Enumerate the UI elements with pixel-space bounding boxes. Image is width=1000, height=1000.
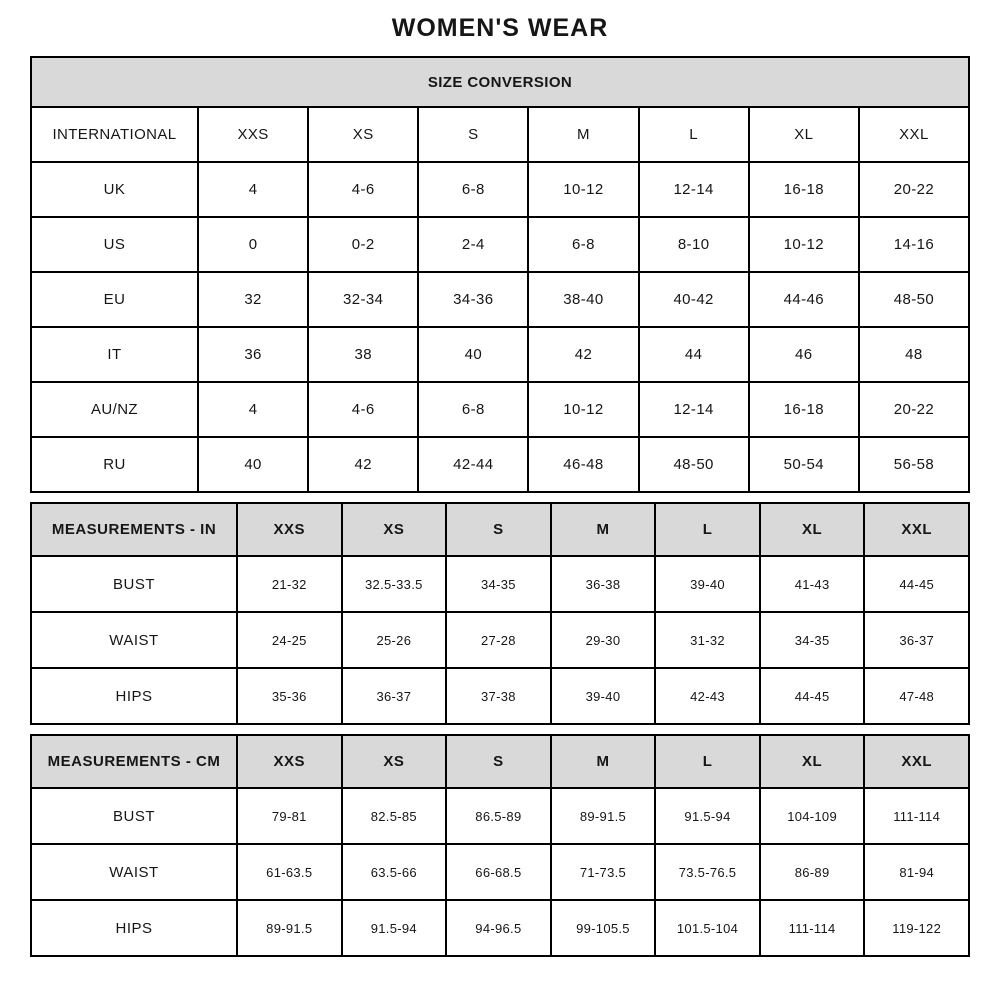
measurements-cm-header-cell: MEASUREMENTS - CM	[31, 735, 237, 788]
row-label-cell: UK	[31, 162, 198, 217]
value-cell: 86.5-89	[446, 788, 551, 844]
table-row	[31, 327, 969, 382]
value-cell: 31-32	[655, 612, 760, 668]
value-cell: 40	[418, 327, 528, 382]
value-cell: 36-38	[551, 556, 656, 612]
value-cell: 20-22	[859, 382, 969, 437]
value-cell: 91.5-94	[655, 788, 760, 844]
row-label-cell: HIPS	[31, 668, 237, 724]
value-cell: 0-2	[308, 217, 418, 272]
column-header-cell: L	[639, 107, 749, 162]
value-cell: 91.5-94	[342, 900, 447, 956]
value-cell: 21-32	[237, 556, 342, 612]
value-cell: 16-18	[749, 162, 859, 217]
value-cell: 46	[749, 327, 859, 382]
value-cell: 82.5-85	[342, 788, 447, 844]
value-cell: 16-18	[749, 382, 859, 437]
value-cell: 24-25	[237, 612, 342, 668]
value-cell: 39-40	[551, 668, 656, 724]
table-row	[31, 844, 969, 900]
value-cell: 111-114	[864, 788, 969, 844]
value-cell: 73.5-76.5	[655, 844, 760, 900]
value-cell: 34-35	[446, 556, 551, 612]
measurements-cm-table	[30, 734, 970, 957]
value-cell: 66-68.5	[446, 844, 551, 900]
value-cell: 27-28	[446, 612, 551, 668]
value-cell: 10-12	[528, 382, 638, 437]
table-row	[31, 900, 969, 956]
value-cell: 81-94	[864, 844, 969, 900]
column-header-cell: INTERNATIONAL	[31, 107, 198, 162]
value-cell: 8-10	[639, 217, 749, 272]
column-header-cell: XL	[749, 107, 859, 162]
value-cell: 44-45	[864, 556, 969, 612]
value-cell: 44-45	[760, 668, 865, 724]
value-cell: 40-42	[639, 272, 749, 327]
value-cell: 37-38	[446, 668, 551, 724]
value-cell: 48-50	[639, 437, 749, 492]
value-cell: 104-109	[760, 788, 865, 844]
row-label-cell: HIPS	[31, 900, 237, 956]
value-cell: 29-30	[551, 612, 656, 668]
measurements-in-header-cell: MEASUREMENTS - IN	[31, 503, 237, 556]
size-conversion-table	[30, 56, 970, 493]
size-header-cell: L	[655, 735, 760, 788]
size-header-cell: S	[446, 503, 551, 556]
value-cell: 94-96.5	[446, 900, 551, 956]
value-cell: 4	[198, 162, 308, 217]
value-cell: 36	[198, 327, 308, 382]
row-label-cell: US	[31, 217, 198, 272]
value-cell: 48	[859, 327, 969, 382]
value-cell: 48-50	[859, 272, 969, 327]
value-cell: 6-8	[528, 217, 638, 272]
value-cell: 38	[308, 327, 418, 382]
row-label-cell: WAIST	[31, 844, 237, 900]
value-cell: 4-6	[308, 382, 418, 437]
value-cell: 6-8	[418, 162, 528, 217]
value-cell: 36-37	[864, 612, 969, 668]
value-cell: 12-14	[639, 162, 749, 217]
size-header-cell: M	[551, 735, 656, 788]
value-cell: 32	[198, 272, 308, 327]
size-header-cell: XXS	[237, 503, 342, 556]
value-cell: 32.5-33.5	[342, 556, 447, 612]
value-cell: 20-22	[859, 162, 969, 217]
value-cell: 42-43	[655, 668, 760, 724]
value-cell: 101.5-104	[655, 900, 760, 956]
value-cell: 35-36	[237, 668, 342, 724]
value-cell: 119-122	[864, 900, 969, 956]
row-label-cell: RU	[31, 437, 198, 492]
table-row	[31, 668, 969, 724]
value-cell: 61-63.5	[237, 844, 342, 900]
table-row	[31, 382, 969, 437]
row-label-cell: EU	[31, 272, 198, 327]
row-label-cell: AU/NZ	[31, 382, 198, 437]
column-header-cell: M	[528, 107, 638, 162]
value-cell: 56-58	[859, 437, 969, 492]
value-cell: 10-12	[749, 217, 859, 272]
value-cell: 2-4	[418, 217, 528, 272]
size-header-cell: XS	[342, 735, 447, 788]
column-header-cell: XXS	[198, 107, 308, 162]
size-header-cell: XL	[760, 735, 865, 788]
value-cell: 14-16	[859, 217, 969, 272]
table-row	[31, 503, 969, 556]
table-row	[31, 612, 969, 668]
row-label-cell: WAIST	[31, 612, 237, 668]
measurements-in-table	[30, 502, 970, 725]
table-row	[31, 107, 969, 162]
value-cell: 40	[198, 437, 308, 492]
size-header-cell: XXL	[864, 503, 969, 556]
table-row	[31, 57, 969, 107]
value-cell: 4-6	[308, 162, 418, 217]
column-header-cell: XXL	[859, 107, 969, 162]
value-cell: 79-81	[237, 788, 342, 844]
value-cell: 89-91.5	[551, 788, 656, 844]
value-cell: 32-34	[308, 272, 418, 327]
value-cell: 34-35	[760, 612, 865, 668]
row-label-cell: BUST	[31, 788, 237, 844]
value-cell: 86-89	[760, 844, 865, 900]
value-cell: 42	[308, 437, 418, 492]
value-cell: 44-46	[749, 272, 859, 327]
value-cell: 44	[639, 327, 749, 382]
value-cell: 42	[528, 327, 638, 382]
value-cell: 63.5-66	[342, 844, 447, 900]
value-cell: 41-43	[760, 556, 865, 612]
table-row	[31, 735, 969, 788]
column-header-cell: XS	[308, 107, 418, 162]
value-cell: 42-44	[418, 437, 528, 492]
size-header-cell: XL	[760, 503, 865, 556]
table-row	[31, 556, 969, 612]
value-cell: 39-40	[655, 556, 760, 612]
value-cell: 12-14	[639, 382, 749, 437]
row-label-cell: BUST	[31, 556, 237, 612]
value-cell: 10-12	[528, 162, 638, 217]
table-row	[31, 272, 969, 327]
value-cell: 4	[198, 382, 308, 437]
table-row	[31, 162, 969, 217]
value-cell: 71-73.5	[551, 844, 656, 900]
size-header-cell: M	[551, 503, 656, 556]
value-cell: 89-91.5	[237, 900, 342, 956]
size-header-cell: XS	[342, 503, 447, 556]
value-cell: 25-26	[342, 612, 447, 668]
row-label-cell: IT	[31, 327, 198, 382]
page-title: WOMEN'S WEAR	[391, 14, 609, 42]
value-cell: 6-8	[418, 382, 528, 437]
value-cell: 38-40	[528, 272, 638, 327]
column-header-cell: S	[418, 107, 528, 162]
value-cell: 34-36	[418, 272, 528, 327]
value-cell: 0	[198, 217, 308, 272]
value-cell: 47-48	[864, 668, 969, 724]
size-header-cell: XXS	[237, 735, 342, 788]
value-cell: 36-37	[342, 668, 447, 724]
size-conversion-header-cell: SIZE CONVERSION	[31, 57, 969, 107]
value-cell: 111-114	[760, 900, 865, 956]
table-row	[31, 788, 969, 844]
size-header-cell: L	[655, 503, 760, 556]
table-row	[31, 217, 969, 272]
table-row	[31, 437, 969, 492]
value-cell: 46-48	[528, 437, 638, 492]
size-header-cell: S	[446, 735, 551, 788]
value-cell: 50-54	[749, 437, 859, 492]
size-header-cell: XXL	[864, 735, 969, 788]
value-cell: 99-105.5	[551, 900, 656, 956]
